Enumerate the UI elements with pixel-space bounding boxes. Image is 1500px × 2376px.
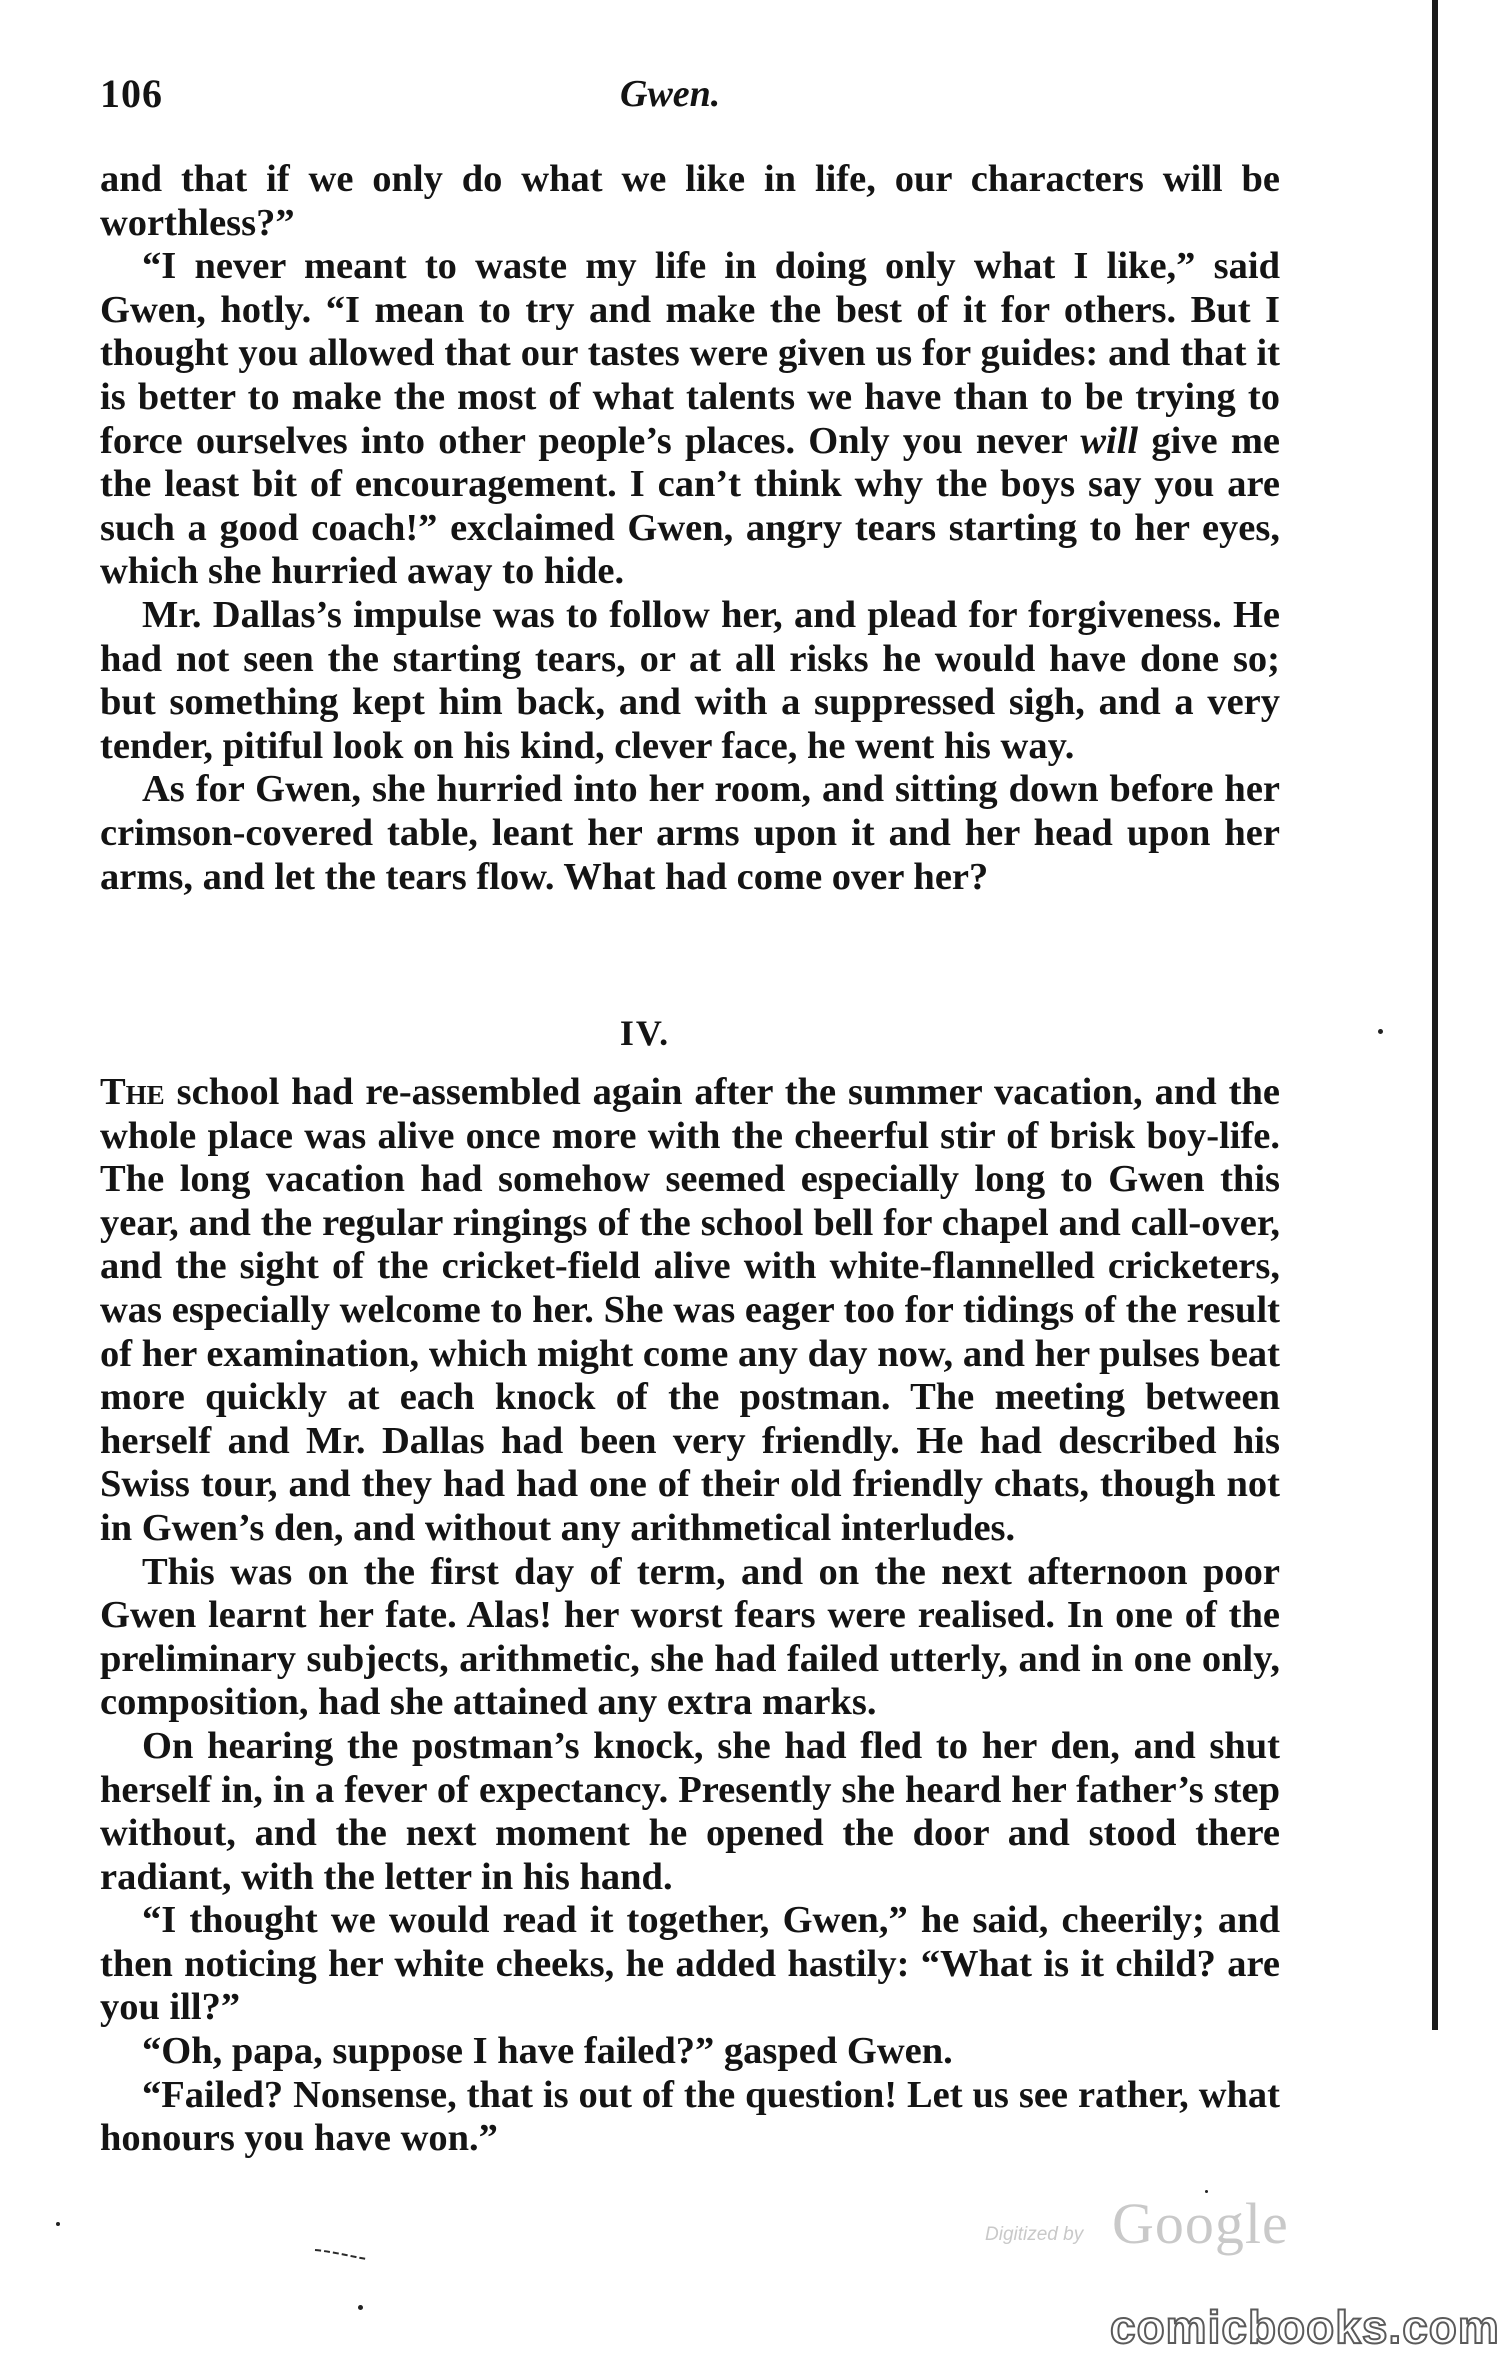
digitized-by-label: Digitized by [985,2224,1084,2245]
section-heading: IV. [619,1013,671,1053]
paragraph: Mr. Dallas’s impulse was to follow her, and plead for forgiveness. He had not seen the starting tears, or at all risks he would have done so; but something kept him back, and with a suppressed sigh, and a very tender, pitiful look on his kind, clever face, he went his way. [100,593,1280,767]
watermark: comicbooks.com [1110,2301,1500,2353]
running-title: Gwen. [620,73,721,115]
paragraph [100,245,1280,594]
paragraph: On hearing the postman’s knock, she had fled to her den, and shut herself in, in a fever of expectancy. Presently she heard her father’s step without, and the next moment he opened the door and stood there radiant, with the letter in his hand. [100,1724,1280,1898]
bottom-text-block [100,1071,1280,2161]
section-opening-paragraph [100,1071,1280,1551]
paragraph: and that if we only do what we like in life, our characters will be worthless?” [100,158,1280,244]
stray-ink-mark [314,2248,368,2260]
google-logo-text: Google [1112,2191,1289,2256]
paragraph-text: “I never meant to waste my life in doing only what I like,” said Gwen, hotly. “I mean to try and make the best of it for others. But I thought you allowed that our tastes were given us for guides: and that it is better to make the most of what talents we have than to be trying to force ourselves into other people’s places. Only you never [100,245,1280,462]
scan-speck [56,2222,60,2226]
paragraph: “Failed? Nonsense, that is out of the question! Let us see rather, what honours you have won.” [100,2073,1280,2160]
page-number: 106 [100,71,163,116]
scan-speck [1378,1029,1383,1034]
top-text-block [100,158,1280,899]
paragraph-text: give me the least bit of encouragement. I can’t think why the boys say you are such a good coach!” exclaimed Gwen, angry tears starting to her eyes, which she hurried away to hide. [100,419,1280,593]
paragraph: “I thought we would read it together, Gwen,” he said, cheerily; and then noticing her white cheeks, he added hastily: “What is it child? are you ill?” [100,1899,1280,2029]
scan-speck [358,2305,363,2310]
emphasized-word: will [1080,419,1139,462]
page-header [100,70,1270,130]
paragraph: “Oh, papa, suppose I have failed?” gasped Gwen. [142,2030,953,2073]
paragraph: As for Gwen, she hurried into her room, and sitting down before her crimson-covered table, leant her arms upon it and her head upon her arms, and let the tears flow. What had come over her? [100,768,1280,898]
opening-word: The [100,1071,165,1113]
digitized-by-google-stamp [985,2190,1305,2260]
paragraph: This was on the first day of term, and on the next afternoon poor Gwen learnt her fate. Alas! her worst fears were realised. In one of the preliminary subjects, arithmetic, she had failed utterly, and in one only, composition, had she attained any extra marks. [100,1550,1280,1724]
page-edge-shadow [1432,0,1438,2030]
paragraph-text: school had re-assembled again after the summer vacation, and the whole place was alive once more with the cheerful stir of brisk boy-life. The long vacation had somehow seemed especially long to Gwen this year, and the regular ringings of the school bell for chapel and call-over, and the sight of the cricket-field alive with white-flannelled cricketers, was especially welcome to her. She was eager too for tidings of the result of her examination, which might come any day now, and her pulses beat more quickly at each knock of the postman. The meeting between herself and Mr. Dallas had been very friendly. He had described his Swiss tour, and they had had one of their old friendly chats, though not in Gwen’s den, and without any arithmetical interludes. [100,1071,1280,1549]
